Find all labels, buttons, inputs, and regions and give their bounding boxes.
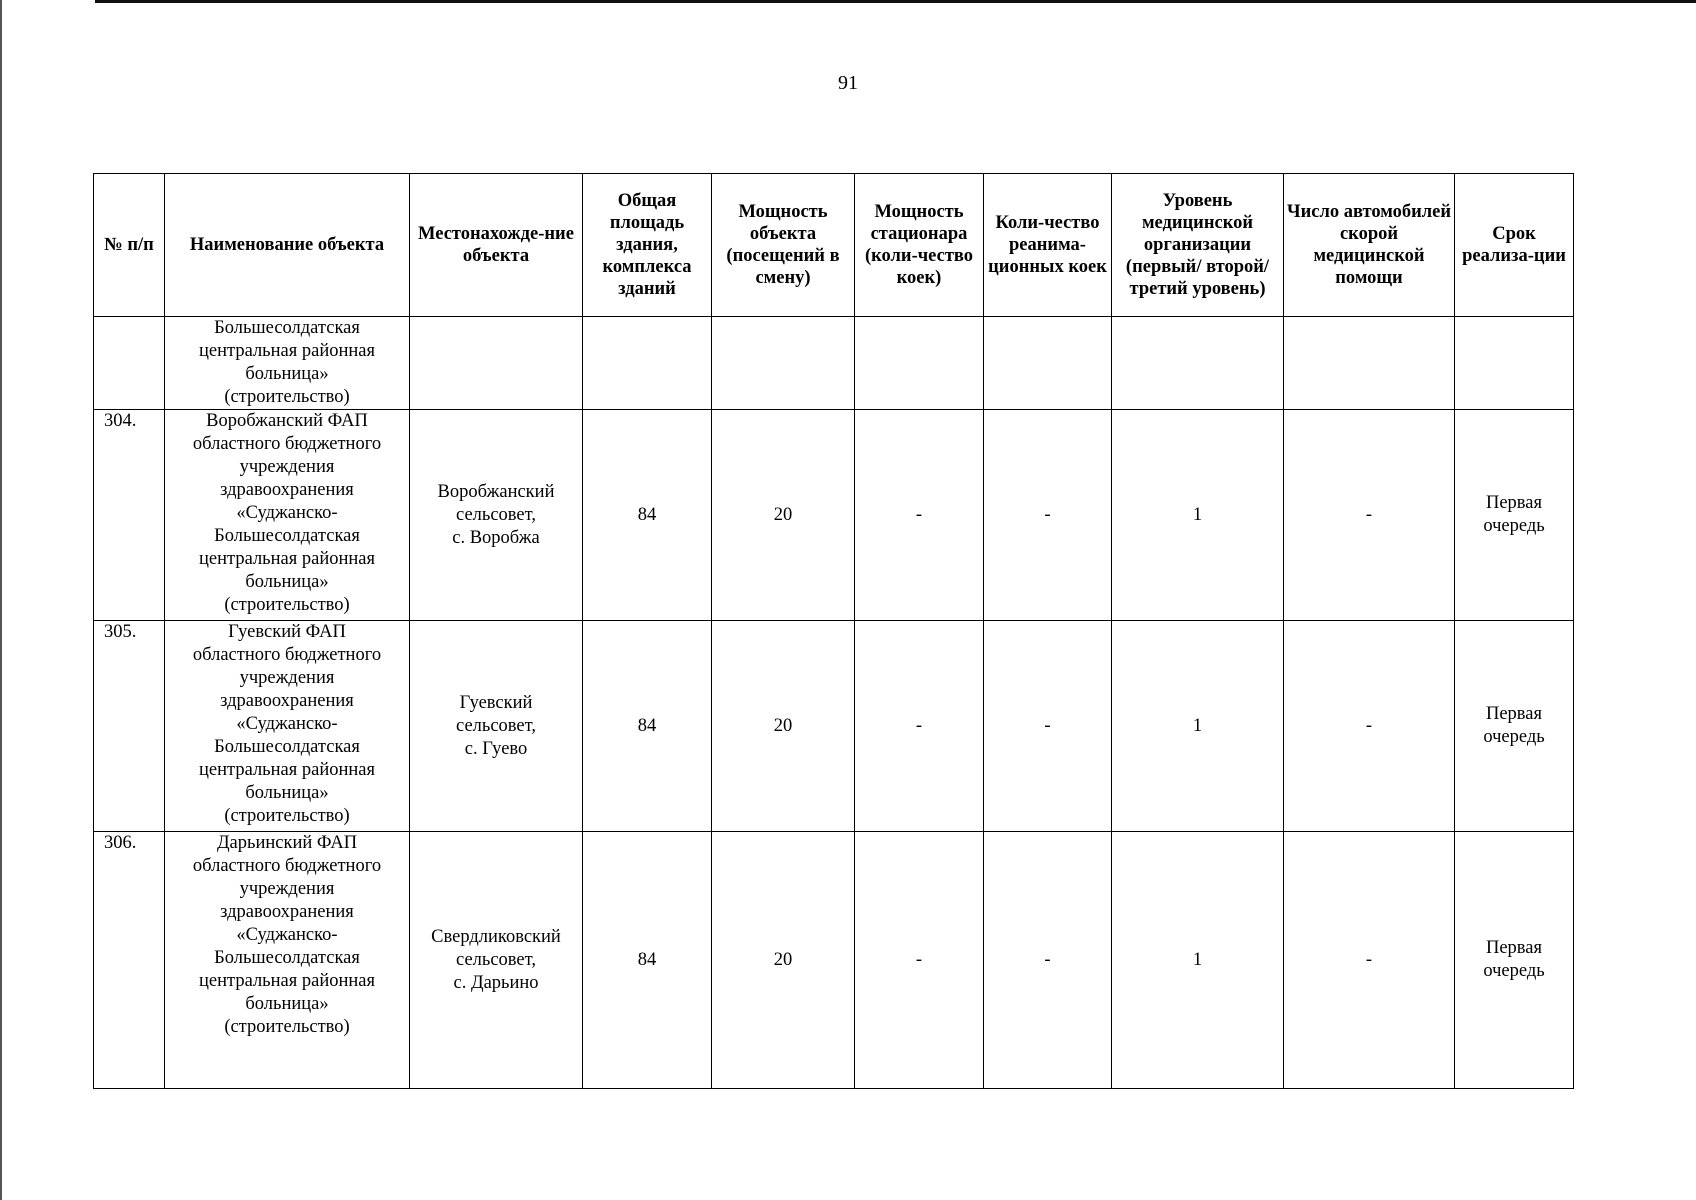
cell-level [1112, 317, 1284, 410]
table-row [94, 410, 1574, 621]
cell-ambulances [1284, 317, 1455, 410]
cell-num [94, 317, 165, 410]
cell-ambulances: - [1284, 410, 1455, 621]
header-area: Общая площадь здания, комплекса зданий [583, 174, 712, 317]
cell-capacity [712, 317, 855, 410]
table-header-row [94, 174, 1574, 317]
cell-name: Воробжанский ФАП областного бюджетного учреждения здравоохранения «Суджанско- Большесолдатская центральная районная больница» (строительство) [165, 410, 410, 621]
cell-num: 305. [94, 621, 165, 832]
cell-hospital-beds [855, 317, 984, 410]
header-capacity: Мощность объекта (посещений в смену) [712, 174, 855, 317]
table-row [94, 832, 1574, 1089]
cell-capacity: 20 [712, 621, 855, 832]
left-border-line [0, 0, 2, 1200]
cell-area [583, 317, 712, 410]
cell-ambulances: - [1284, 621, 1455, 832]
header-level: Уровень медицинской организации (первый/ второй/ третий уровень) [1112, 174, 1284, 317]
header-ambulances: Число автомобилей скорой медицинской помощи [1284, 174, 1455, 317]
header-num: № п/п [94, 174, 165, 317]
cell-capacity: 20 [712, 410, 855, 621]
cell-icu-beds: - [984, 621, 1112, 832]
cell-location [410, 317, 583, 410]
cell-name: Гуевский ФАП областного бюджетного учреждения здравоохранения «Суджанско- Большесолдатская центральная районная больница» (строительство) [165, 621, 410, 832]
cell-capacity: 20 [712, 832, 855, 1089]
cell-name: Дарьинский ФАП областного бюджетного учреждения здравоохранения «Суджанско- Большесолдатская центральная районная больница» (строительство) [165, 832, 410, 1089]
cell-num: 306. [94, 832, 165, 1089]
header-term: Срок реализа-ции [1455, 174, 1574, 317]
cell-num: 304. [94, 410, 165, 621]
cell-name: Большесолдатская центральная районная больница» (строительство) [165, 317, 410, 410]
cell-term: Первая очередь [1455, 621, 1574, 832]
cell-location: Воробжанский сельсовет, с. Воробжа [410, 410, 583, 621]
cell-ambulances: - [1284, 832, 1455, 1089]
cell-level: 1 [1112, 832, 1284, 1089]
page-number: 91 [838, 72, 858, 94]
cell-icu-beds: - [984, 832, 1112, 1089]
cell-area: 84 [583, 621, 712, 832]
cell-term: Первая очередь [1455, 410, 1574, 621]
top-border-line [95, 0, 1696, 3]
header-location: Местонахожде-ние объекта [410, 174, 583, 317]
header-name: Наименование объекта [165, 174, 410, 317]
cell-level: 1 [1112, 621, 1284, 832]
cell-hospital-beds: - [855, 410, 984, 621]
cell-term: Первая очередь [1455, 832, 1574, 1089]
cell-location: Гуевский сельсовет, с. Гуево [410, 621, 583, 832]
cell-term [1455, 317, 1574, 410]
cell-area: 84 [583, 832, 712, 1089]
facilities-table [93, 173, 1574, 1089]
cell-icu-beds: - [984, 410, 1112, 621]
cell-level: 1 [1112, 410, 1284, 621]
cell-area: 84 [583, 410, 712, 621]
cell-location: Свердликовский сельсовет, с. Дарьино [410, 832, 583, 1089]
table-row-continued [94, 317, 1574, 410]
table-row [94, 621, 1574, 832]
header-hospital-beds: Мощность стационара (коли-чество коек) [855, 174, 984, 317]
header-icu-beds: Коли-чество реанима-ционных коек [984, 174, 1112, 317]
cell-hospital-beds: - [855, 832, 984, 1089]
cell-icu-beds [984, 317, 1112, 410]
cell-hospital-beds: - [855, 621, 984, 832]
